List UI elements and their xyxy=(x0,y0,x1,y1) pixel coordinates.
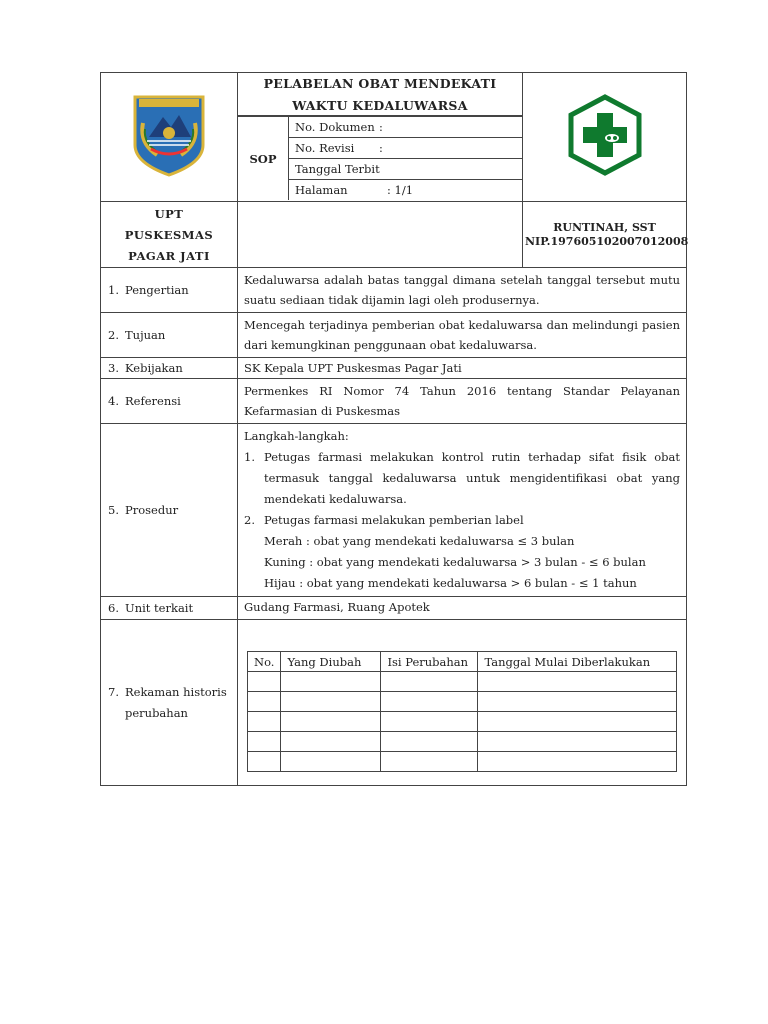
label-green: Hijau : obat yang mendekati kedaluwarsa > 6 bulan - ≤ 1 tahun xyxy=(264,576,637,590)
table-row xyxy=(248,692,677,712)
col-header-effective-date: Tanggal Mulai Diberlakukan xyxy=(478,652,677,672)
table-row xyxy=(248,672,677,692)
section-label-kebijakan: 3. Kebijakan xyxy=(101,358,238,379)
sop-document xyxy=(100,72,689,786)
section-text-referensi: Permenkes RI Nomor 74 Tahun 2016 tentang Standar Pelayanan Kefarmasian di Puskesmas xyxy=(238,379,687,424)
puskesmas-logo-icon xyxy=(565,93,645,181)
col-header-change-content: Isi Perubahan xyxy=(381,652,478,672)
section-label-unit-terkait: 6. Unit terkait xyxy=(101,597,238,620)
doc-number-field: No. Dokumen : xyxy=(289,117,523,138)
organization-cell xyxy=(101,202,238,268)
signer-cell xyxy=(523,202,687,268)
sop-title-line2: WAKTU KEDALUWARSA xyxy=(292,98,468,113)
table-row xyxy=(248,712,677,732)
org-line1: UPT xyxy=(154,207,184,221)
section-text-unit-terkait: Gudang Farmasi, Ruang Apotek xyxy=(238,597,687,620)
section-text-tujuan: Mencegah terjadinya pemberian obat kedaluwarsa dan melindungi pasien dari kemungkinan penggunaan obat kedaluwarsa. xyxy=(238,313,687,358)
procedure-steps xyxy=(244,447,680,531)
document-info-table xyxy=(238,116,522,200)
procedure-step: 2. Petugas farmasi melakukan pemberian label xyxy=(244,513,524,527)
sop-table xyxy=(100,72,687,786)
issue-date-field: Tanggal Terbit xyxy=(289,159,523,180)
section-label-tujuan: 2. Tujuan xyxy=(101,313,238,358)
org-line3: PAGAR JATI xyxy=(128,249,210,263)
regency-logo-cell xyxy=(101,73,238,202)
section-label-rekaman: 7. Rekaman historis perubahan xyxy=(101,620,238,786)
section-label-prosedur: 5. Prosedur xyxy=(101,424,238,597)
signer-name: RUNTINAH, SST xyxy=(553,220,656,234)
revision-history-cell xyxy=(238,620,687,786)
col-header-changed: Yang Diubah xyxy=(281,652,381,672)
page-field: Halaman : 1/1 xyxy=(289,180,523,201)
revision-field: No. Revisi : xyxy=(289,138,523,159)
sop-label: SOP xyxy=(238,117,289,201)
sop-title-line1: PELABELAN OBAT MENDEKATI xyxy=(263,76,497,91)
section-text-pengertian: Kedaluwarsa adalah batas tanggal dimana setelah tanggal tersebut mutu suatu sediaan tidak dijamin lagi oleh produsernya. xyxy=(238,268,687,313)
procedure-step: 1. Petugas farmasi melakukan kontrol rutin terhadap sifat fisik obat termasuk tanggal kedaluwarsa untuk mengidentifikasi obat yang mendekati kedaluwarsa. xyxy=(244,450,680,506)
regency-emblem-icon xyxy=(129,93,209,181)
label-red: Merah : obat yang mendekati kedaluwarsa ≤ 3 bulan xyxy=(264,534,575,548)
section-text-prosedur xyxy=(238,424,687,597)
sop-title-cell xyxy=(238,73,523,202)
label-yellow: Kuning : obat yang mendekati kedaluwarsa > 3 bulan - ≤ 6 bulan xyxy=(264,555,646,569)
section-label-referensi: 4. Referensi xyxy=(101,379,238,424)
section-text-kebijakan: SK Kepala UPT Puskesmas Pagar Jati xyxy=(238,358,687,379)
puskesmas-logo-cell xyxy=(523,73,687,202)
org-line2: PUSKESMAS xyxy=(124,228,214,242)
section-label-pengertian: 1. Pengertian xyxy=(101,268,238,313)
col-header-no: No. xyxy=(248,652,281,672)
table-row xyxy=(248,752,677,772)
revision-history-table xyxy=(247,651,677,772)
signer-nip: NIP.197605102007012008 xyxy=(525,234,689,248)
blank-cell xyxy=(238,202,523,268)
procedure-intro: Langkah-langkah: xyxy=(244,429,349,443)
table-row xyxy=(248,732,677,752)
